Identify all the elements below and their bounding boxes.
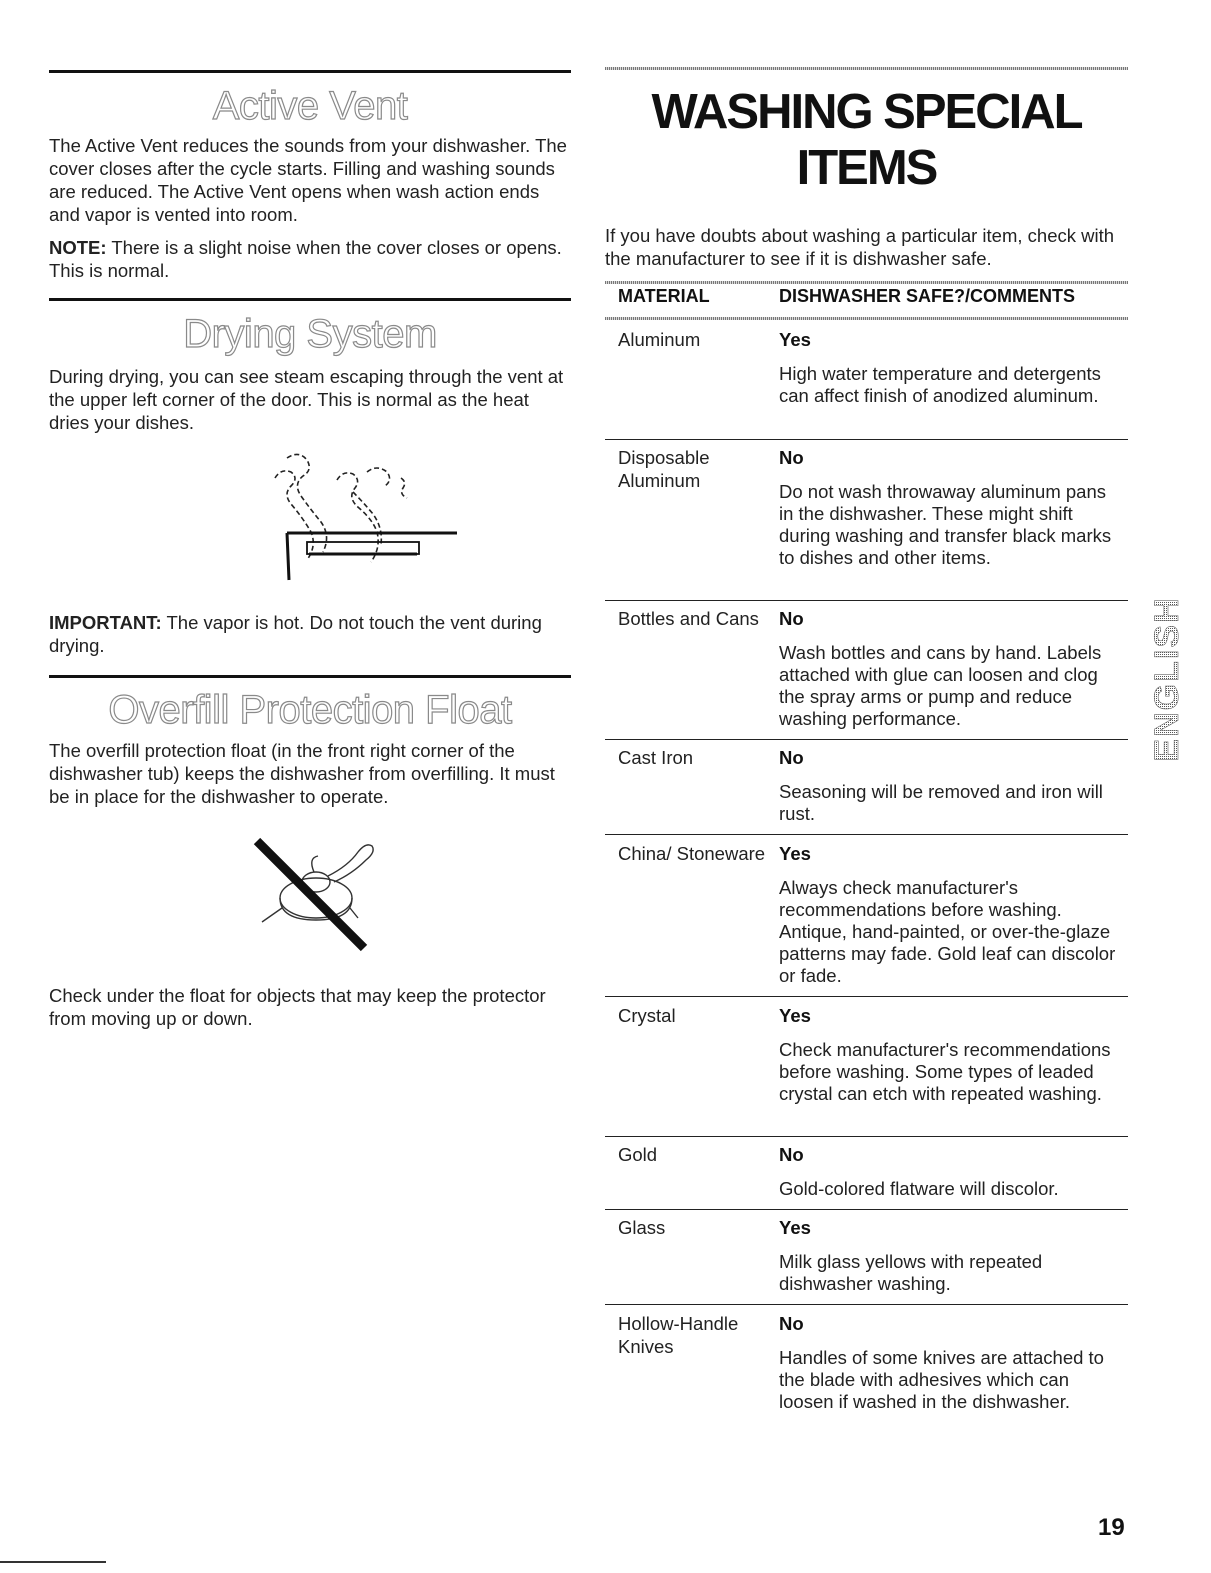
safe-cell [779, 607, 1119, 730]
material-cell: Disposable Aluminum [618, 447, 710, 491]
safe-cell [779, 1312, 1119, 1413]
table-row [605, 746, 1128, 835]
important-text: The vapor is hot. Do not touch the vent during drying. [49, 612, 542, 656]
section-rule [49, 70, 571, 73]
note-text: There is a slight noise when the cover closes or opens. This is normal. [49, 237, 562, 281]
safe-verdict: No [779, 747, 804, 768]
overfill-title: Overfill Protection Float [108, 688, 512, 732]
column-header-material: MATERIAL [618, 286, 710, 306]
table-row [605, 1216, 1128, 1305]
material-cell: Hollow-Handle Knives [618, 1313, 739, 1357]
safe-verdict: No [779, 1313, 804, 1334]
table-header-rule [605, 317, 1128, 320]
safe-verdict: No [779, 1144, 804, 1165]
material-cell: Bottles and Cans [618, 608, 759, 629]
safe-comment: Always check manufacturer's recommendations before washing. Antique, hand-painted, or over-the-glaze patterns may fade. Gold leaf can discolor or fade. [779, 877, 1116, 986]
safe-comment: Check manufacturer's recommendations before washing. Some types of leaded crystal can etch with repeated washing. [779, 1039, 1111, 1104]
safe-cell [779, 1216, 1119, 1295]
side-tab-label: ENGLISH [1148, 596, 1186, 762]
column-header-safe: DISHWASHER SAFE?/COMMENTS [779, 286, 1076, 306]
safe-comment: Milk glass yellows with repeated dishwasher washing. [779, 1251, 1043, 1294]
safe-verdict: Yes [779, 329, 811, 350]
material-cell: Glass [618, 1217, 666, 1238]
title-rule [605, 67, 1128, 70]
overfill-float-illustration [254, 838, 384, 950]
drying-system-title: Drying System [183, 312, 437, 356]
note-label: NOTE: [49, 237, 107, 258]
table-header [605, 286, 1128, 314]
safe-cell [779, 446, 1119, 569]
page-title-line2: ITEMS [796, 141, 937, 195]
material-cell: Cast Iron [618, 747, 694, 768]
safe-cell [779, 842, 1119, 987]
safe-cell [779, 746, 1119, 825]
safe-comment: Gold-colored flatware will discolor. [779, 1178, 1059, 1199]
safe-verdict: Yes [779, 1005, 811, 1026]
safe-verdict: Yes [779, 843, 811, 864]
safe-verdict: Yes [779, 1217, 811, 1238]
safe-cell [779, 1143, 1119, 1200]
important-label: IMPORTANT: [49, 612, 162, 633]
safe-comment: Handles of some knives are attached to the blade with adhesives which can loosen if washed in the dishwasher. [779, 1347, 1104, 1412]
table-row [605, 446, 1128, 601]
material-cell: Gold [618, 1144, 658, 1165]
section-rule [49, 298, 571, 301]
footer-rule [0, 1561, 106, 1563]
table-row [605, 842, 1128, 997]
active-vent-title: Active Vent [212, 84, 408, 128]
intro-text: If you have doubts about washing a particular item, check with the manufacturer to see if it is dishwasher safe. [605, 225, 1115, 269]
steam-vent-illustration [227, 448, 467, 584]
table-row [605, 1004, 1128, 1137]
active-vent-body: The Active Vent reduces the sounds from your dishwasher. The cover closes after the cycle starts. Filling and washing sounds are reduced. The Active Vent opens when wash action ends and vapor is vented into room. [49, 135, 567, 225]
section-rule [49, 675, 571, 678]
drying-system-body: During drying, you can see steam escaping through the vent at the upper left corner of the door. This is normal as the heat dries your dishes. [49, 366, 564, 433]
safe-comment: Wash bottles and cans by hand. Labels attached with glue can loosen and clog the spray arms or pump and reduce washing performance. [779, 642, 1102, 729]
safe-comment: Do not wash throwaway aluminum pans in the dishwasher. These might shift during washing and transfer black marks to dishes and other items. [779, 481, 1112, 568]
language-side-tab [1148, 566, 1186, 792]
safe-cell [779, 1004, 1119, 1105]
table-row [605, 1143, 1128, 1210]
table-row [605, 328, 1128, 440]
safe-comment: High water temperature and detergents can affect finish of anodized aluminum. [779, 363, 1101, 406]
table-row [605, 1312, 1128, 1442]
material-cell: China/ Stoneware [618, 843, 766, 864]
page-title-line1: WASHING SPECIAL [651, 85, 1082, 139]
page-number: 19 [1098, 1514, 1125, 1541]
safe-cell [779, 328, 1119, 407]
table-top-rule [605, 281, 1128, 284]
safe-comment: Seasoning will be removed and iron will rust. [779, 781, 1103, 824]
safe-verdict: No [779, 447, 804, 468]
drying-important [49, 611, 571, 657]
page-title [605, 84, 1128, 196]
overfill-body: The overfill protection float (in the front right corner of the dishwasher tub) keeps the dishwasher from overfilling. It must be in place for the dishwasher to operate. [49, 740, 555, 807]
material-cell: Crystal [618, 1005, 676, 1026]
table-row [605, 607, 1128, 740]
overfill-check: Check under the float for objects that may keep the protector from moving up or down. [49, 985, 546, 1029]
material-cell: Aluminum [618, 329, 701, 350]
safe-verdict: No [779, 608, 804, 629]
active-vent-note [49, 236, 571, 282]
